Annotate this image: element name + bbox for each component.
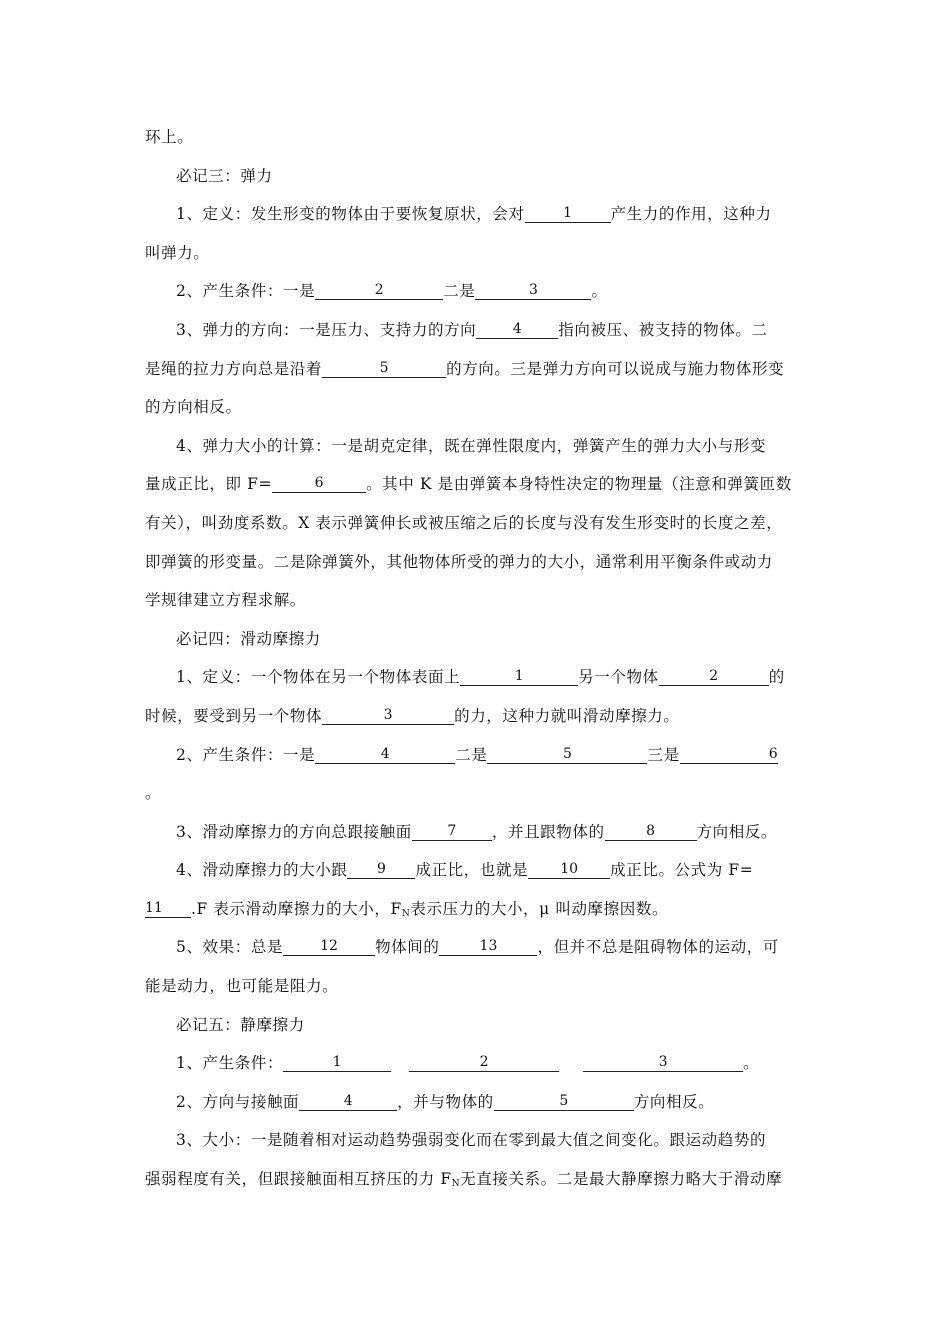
text-line: 5、效果：总是 12 物体间的 13 ，但并不总是阻碍物体的运动，可 xyxy=(176,938,779,957)
fill-blank: 4 xyxy=(476,321,558,339)
text-line: 强弱程度有关，但跟接触面相互挤压的力 $F_N$无直接关系。二是最大静摩擦力略大于滑动摩 xyxy=(145,1170,783,1190)
fill-blank: 1 xyxy=(283,1054,391,1072)
text-line: 11 .F 表示滑动摩擦力的大小，$F_N$表示压力的大小，μ 叫动摩擦因数。 xyxy=(145,899,669,919)
text-line: 3、大小：一是随着相对运动趋势强弱变化而在零到最大值之间变化。跟运动趋势的 xyxy=(176,1131,767,1150)
document-page xyxy=(145,118,810,1199)
text-line: 环上。 xyxy=(145,128,194,146)
text-line: 有关），叫劲度系数。X 表示弹簧伸长或被压缩之后的长度与没有发生形变时的长度之差， xyxy=(145,513,783,532)
text-line: 即弹簧的形变量。二是除弹簧外，其他物体所受的弹力的大小，通常利用平衡条件或动力 xyxy=(145,552,773,571)
fill-blank: 3 xyxy=(475,282,591,300)
text-line: 时候，要受到另一个物体 3 的力，这种力就叫滑动摩擦力。 xyxy=(145,706,680,725)
section-heading: 必记三：弹力 xyxy=(176,166,273,185)
fill-blank: 2 xyxy=(315,282,443,300)
text-line: 2、产生条件：一是 2 二是 3 。 xyxy=(176,282,608,301)
fill-blank: 2 xyxy=(659,668,769,686)
fill-blank: 3 xyxy=(583,1054,743,1072)
text-line: 。 xyxy=(145,784,162,803)
fill-blank: 8 xyxy=(605,823,697,841)
fill-blank: 1 xyxy=(525,205,611,223)
fill-blank: 4 xyxy=(315,746,455,764)
text-line: 4、滑动摩擦力的大小跟 9 成正比，也就是 10 成正比。公式为 F= xyxy=(176,861,754,880)
text-line: 1、定义：发生形变的物体由于要恢复原状，会对 1 产生力的作用，这种力 xyxy=(176,205,772,224)
text-line: 量成正比，即 F= 6 。其中 K 是由弹簧本身特性决定的物理量（注意和弹簧匝数 xyxy=(145,475,792,494)
section-heading: 必记五：静摩擦力 xyxy=(176,1015,305,1034)
fill-blank: 7 xyxy=(412,823,492,841)
text-line: 2、方向与接触面 4 ，并与物体的 5 方向相反。 xyxy=(176,1092,715,1111)
fill-blank: 6 xyxy=(272,475,366,493)
fill-blank: 4 xyxy=(299,1093,397,1111)
text-line: 的方向相反。 xyxy=(145,398,242,417)
fill-blank: 11 xyxy=(145,900,191,918)
text-line: 3、滑动摩擦力的方向总跟接触面 7 ，并且跟物体的 8 方向相反。 xyxy=(176,822,778,841)
text-line: 能是动力，也可能是阻力。 xyxy=(145,977,339,996)
fill-blank: 13 xyxy=(439,938,537,956)
fill-blank: 1 xyxy=(460,668,578,686)
fill-blank: 6 xyxy=(680,746,778,764)
fill-blank: 5 xyxy=(322,360,446,378)
fill-blank: 12 xyxy=(283,938,375,956)
section-heading: 必记四：滑动摩擦力 xyxy=(176,629,321,648)
text-line: 是绳的拉力方向总是沿着 5 的方向。三是弹力方向可以说成与施力物体形变 xyxy=(145,359,785,378)
fill-blank: 10 xyxy=(528,861,610,879)
fill-blank: 5 xyxy=(494,1093,634,1111)
text-line: 4、弹力大小的计算：一是胡克定律，既在弹性限度内，弹簧产生的弹力大小与形变 xyxy=(176,436,767,455)
fill-blank: 3 xyxy=(322,707,454,725)
text-line: 2、产生条件：一是 4 二是 5 三是 6 xyxy=(176,745,778,764)
text-line: 3、弹力的方向：一是压力、支持力的方向 4 指向被压、被支持的物体。二 xyxy=(176,320,768,339)
fill-blank: 5 xyxy=(487,746,647,764)
text-line: 1、定义：一个物体在另一个物体表面上 1 另一个物体 2 的 xyxy=(176,668,785,687)
fill-blank: 9 xyxy=(347,861,415,879)
text-line: 学规律建立方程求解。 xyxy=(145,591,307,610)
text-line: 叫弹力。 xyxy=(145,243,210,262)
text-line: 1、产生条件： 1 2 3 。 xyxy=(176,1054,760,1073)
fill-blank: 2 xyxy=(409,1054,559,1072)
